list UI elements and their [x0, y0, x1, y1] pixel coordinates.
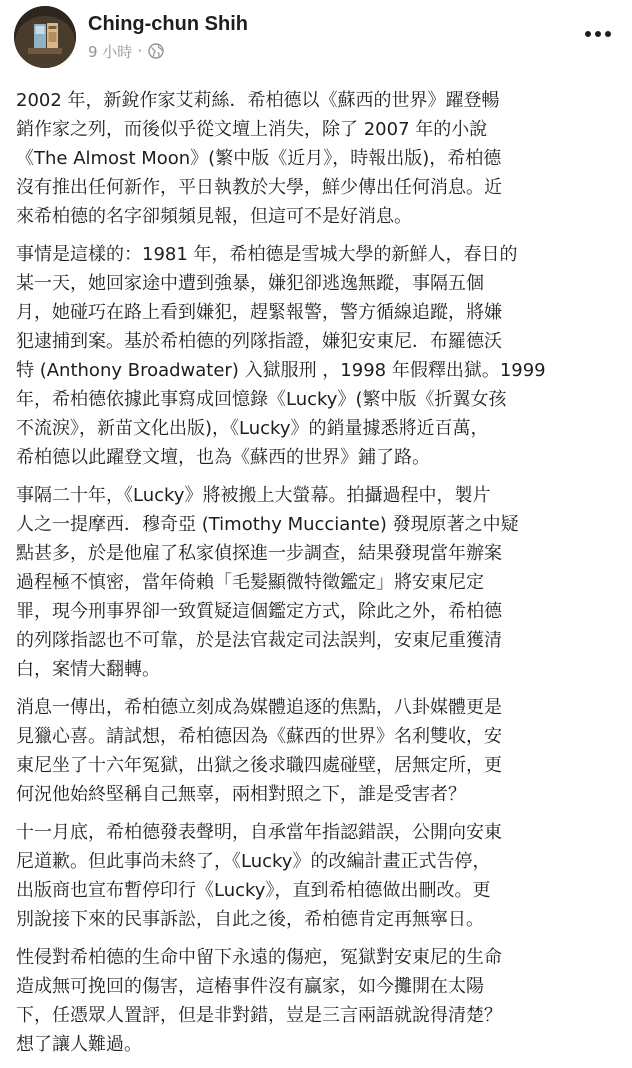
paragraph-line: 何況他始終堅稱自己無辜，兩相對照之下，誰是受害者？ [16, 784, 466, 805]
more-horizontal-icon [585, 31, 591, 37]
post-paragraph [16, 86, 616, 231]
paragraph-line: 尼道歉。但此事尚未終了，《Lucky》的改編計畫正式告停， [16, 851, 491, 872]
post-paragraph [16, 943, 616, 1059]
paragraph-line: 別說接下來的民事訴訟，自此之後，希柏德肯定再無寧日。 [16, 909, 484, 930]
paragraph-line: 月，她碰巧在路上看到嫌犯，趕緊報警，警方循線追蹤，將嫌 [16, 302, 502, 323]
paragraph-line: 見獵心喜。請試想，希柏德因為《蘇西的世界》名利雙收，安 [16, 726, 502, 747]
paragraph-line: 事情是這樣的：1981 年，希柏德是雪城大學的新鮮人，春日的 [16, 244, 518, 265]
paragraph-line: 某一天，她回家途中遭到強暴，嫌犯卻逃逸無蹤，事隔五個 [16, 273, 484, 294]
paragraph-line: 2002 年，新銳作家艾莉絲．希柏德以《蘇西的世界》躍登暢 [16, 90, 500, 111]
paragraph-line: 人之一提摩西．穆奇亞 (Timothy Mucciante) 發現原著之中疑 [16, 514, 519, 535]
meta-separator: · [137, 42, 143, 60]
globe-icon[interactable] [148, 43, 164, 59]
avatar[interactable] [14, 6, 76, 68]
post-paragraph [16, 481, 616, 684]
paragraph-line: 罪，現今刑事界卻一致質疑這個鑑定方式，除此之外，希柏德 [16, 601, 502, 622]
paragraph-line: 沒有推出任何新作，平日執教於大學，鮮少傳出任何消息。近 [16, 177, 502, 198]
paragraph-line: 性侵對希柏德的生命中留下永遠的傷疤，冤獄對安東尼的生命 [16, 947, 502, 968]
paragraph-line: 十一月底，希柏德發表聲明，自承當年指認錯誤，公開向安東 [16, 822, 502, 843]
post-text [16, 86, 616, 1068]
post-paragraph [16, 693, 616, 809]
paragraph-line: 造成無可挽回的傷害，這樁事件沒有贏家，如今攤開在太陽 [16, 976, 484, 997]
paragraph-line: 出版商也宣布暫停印行《Lucky》，直到希柏德做出刪改。更 [16, 880, 491, 901]
post-time[interactable]: 9 小時 [88, 42, 133, 61]
paragraph-line: 年，希柏德依據此事寫成回憶錄《Lucky》(繁中版《折翼女孩 [16, 389, 507, 410]
paragraph-line: 東尼坐了十六年冤獄，出獄之後求職四處碰壁，居無定所，更 [16, 755, 502, 776]
paragraph-line: 下，任憑眾人置評，但是非對錯，豈是三言兩語就說得清楚？ [16, 1005, 502, 1026]
more-horizontal-icon [605, 31, 611, 37]
paragraph-line: 白，案情大翻轉。 [16, 659, 160, 680]
more-horizontal-icon [595, 31, 601, 37]
book-cover-avatar-icon [14, 6, 76, 68]
paragraph-line: 希柏德以此躍登文壇，也為《蘇西的世界》鋪了路。 [16, 447, 430, 468]
paragraph-line: 過程極不慎密，當年倚賴「毛髮顯微特徵鑑定」將安東尼定 [16, 572, 484, 593]
paragraph-line: 來希柏德的名字卻頻頻見報，但這可不是好消息。 [16, 206, 412, 227]
paragraph-line: 想了讓人難過。 [16, 1034, 142, 1055]
paragraph-line: 消息一傳出，希柏德立刻成為媒體追逐的焦點，八卦媒體更是 [16, 697, 502, 718]
post-paragraph [16, 240, 616, 472]
paragraph-line: 銷作家之列，而後似乎從文壇上消失，除了 2007 年的小說 [16, 119, 488, 140]
paragraph-line: 《The Almost Moon》(繁中版《近月》，時報出版)，希柏德 [16, 148, 502, 169]
author-name[interactable]: Ching-chun Shih [88, 13, 248, 35]
paragraph-line: 的列隊指認也不可靠，於是法官裁定司法誤判，安東尼重獲清 [16, 630, 502, 651]
paragraph-line: 特 (Anthony Broadwater) 入獄服刑 ，1998 年假釋出獄。1999 [16, 360, 546, 381]
more-options-button[interactable] [580, 22, 616, 46]
paragraph-line: 犯逮捕到案。基於希柏德的列隊指證，嫌犯安東尼．布羅德沃 [16, 331, 502, 352]
paragraph-line: 點甚多，於是他雇了私家偵探進一步調查，結果發現當年辦案 [16, 543, 502, 564]
paragraph-line: 事隔二十年，《Lucky》將被搬上大螢幕。拍攝過程中，製片 [16, 485, 491, 506]
post-meta [88, 40, 164, 62]
paragraph-line: 不流淚》，新苗文化出版)，《Lucky》的銷量據悉將近百萬， [16, 418, 489, 439]
post-header [0, 0, 632, 80]
post-paragraph [16, 818, 616, 934]
